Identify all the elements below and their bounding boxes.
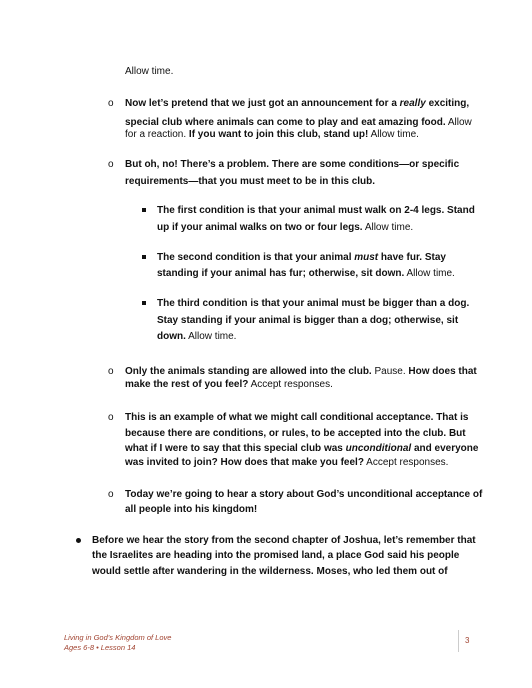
item4-line3: what if I were to say that this special club was unconditional and everyone	[125, 443, 479, 454]
circle-bullet-icon: o	[108, 366, 114, 377]
condition2-line1: The second condition is that your animal must have fur. Stay	[157, 252, 446, 263]
condition3-line3: down. Allow time.	[157, 331, 237, 342]
item4-line1: This is an example of what we might call conditional acceptance. That is	[125, 412, 469, 423]
round-bullet-icon	[76, 538, 81, 543]
item5-line2: all people into his kingdom!	[125, 504, 258, 515]
item4-line2: because there are conditions, or rules, to be accepted into the club. But	[125, 428, 466, 439]
footer-divider	[458, 630, 459, 652]
circle-bullet-icon: o	[108, 159, 114, 170]
square-bullet-icon	[142, 208, 146, 212]
item3-line1: Only the animals standing are allowed into the club. Pause. How does that	[125, 366, 477, 377]
condition1-line1: The first condition is that your animal must walk on 2-4 legs. Stand	[157, 205, 475, 216]
square-bullet-icon	[142, 255, 146, 259]
item5-line1: Today we’re going to hear a story about God’s unconditional acceptance of	[125, 489, 483, 500]
main-bullet-line1: Before we hear the story from the second chapter of Joshua, let’s remember that	[92, 535, 476, 546]
item1-line3: for a reaction. If you want to join this club, stand up! Allow time.	[125, 129, 419, 140]
main-bullet-line2: the Israelites are heading into the promised land, a place God said his people	[92, 550, 460, 561]
condition3-line2: Stay standing if your animal is bigger than a dog; otherwise, sit	[157, 315, 459, 326]
item2-line2: requirements—that you must meet to be in this club.	[125, 176, 376, 187]
footer-subtitle: Ages 6-8 • Lesson 14	[64, 643, 136, 652]
item1-line1: Now let’s pretend that we just got an announcement for a really exciting,	[125, 98, 470, 109]
circle-bullet-icon: o	[108, 412, 114, 423]
page-number: 3	[465, 636, 470, 645]
square-bullet-icon	[142, 301, 146, 305]
footer-title: Living in God’s Kingdom of Love	[64, 633, 172, 642]
item4-line4: was invited to join? How does that make you feel? Accept responses.	[125, 457, 449, 468]
main-bullet-line3: would settle after wandering in the wilderness. Moses, who led them out of	[92, 566, 448, 577]
condition1-line2: up if your animal walks on two or four legs. Allow time.	[157, 222, 414, 233]
condition2-line2: standing if your animal has fur; otherwise, sit down. Allow time.	[157, 268, 455, 279]
condition3-line1: The third condition is that your animal must be bigger than a dog.	[157, 298, 470, 309]
item3-line2: make the rest of you feel? Accept responses.	[125, 379, 333, 390]
circle-bullet-icon: o	[108, 489, 114, 500]
item1-line2: special club where animals can come to play and eat amazing food. Allow	[125, 117, 472, 128]
item2-line1: But oh, no! There’s a problem. There are some conditions—or specific	[125, 159, 460, 170]
allow-time-note: Allow time.	[125, 66, 174, 77]
circle-bullet-icon: o	[108, 98, 114, 109]
